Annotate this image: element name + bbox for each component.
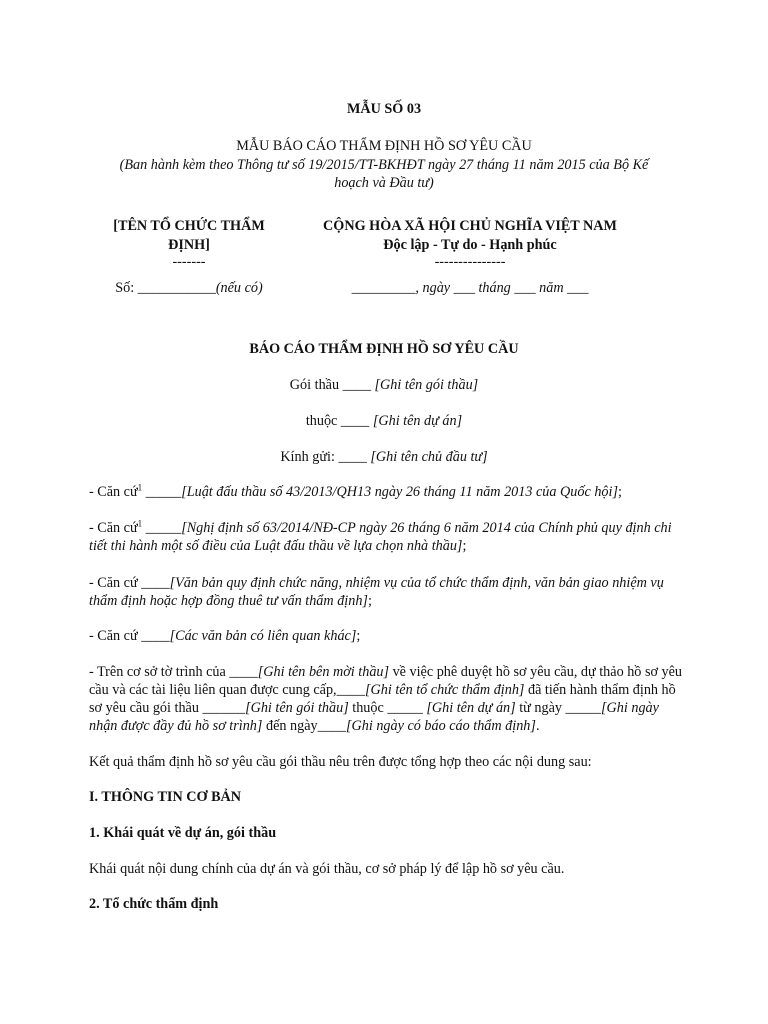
national-slogan: Độc lập - Tự do - Hạnh phúc [383, 237, 557, 253]
issuance-note-line1: (Ban hành kèm theo Thông tư số 19/2015/TT-BKHĐT ngày 27 tháng 11 năm 2015 của Bộ Kế [119, 157, 649, 173]
issuance-note-line2: hoạch và Đầu tư) [334, 175, 434, 191]
basis-item: - Căn cứ ____[Văn bản quy định chức năng, nhiệm vụ của tổ chức thẩm định, văn bản giao nhiệm vụ thẩm định hoặc hợp đồng thuê tư vấn thẩm định]; [89, 575, 664, 609]
date-line: _________, ngày ___ tháng ___ năm ___ [351, 280, 589, 296]
basis-item: - Căn cứ ____[Các văn bản có liên quan khác]; [89, 628, 361, 644]
project-line: thuộc ____ [Ghi tên dự án] [305, 413, 463, 429]
subsection-heading: 1. Khái quát về dự án, gói thầu [89, 825, 277, 841]
summary-text: Kết quả thẩm định hồ sơ yêu cầu gói thầu nêu trên được tổng hợp theo các nội dung sau: [89, 754, 592, 770]
org-name-line1: [TÊN TỔ CHỨC THẨM [113, 218, 265, 234]
recipient-line: Kính gửi: ____ [Ghi tên chủ đầu tư] [280, 449, 488, 465]
basis-item: - Căn cứ$^1$ _____[Luật đấu thầu số 43/2013/QH13 ngày 26 tháng 11 năm 2013 của Quốc hội]; [89, 482, 622, 500]
subsection-heading: 2. Tổ chức thẩm định [89, 896, 219, 912]
form-number: MẪU SỐ 03 [346, 101, 422, 117]
document-number: Số: ___________(nếu có) [115, 280, 263, 296]
org-divider: ------- [172, 254, 206, 270]
basis-item: - Căn cứ$^1$ _____[Nghị định số 63/2014/NĐ-CP ngày 26 tháng 6 năm 2014 của Chính phủ quy định chi tiết thi hành một số điều của Luật đấu thầu về lựa chọn nhà thầu]; [89, 518, 672, 554]
national-motto: CỘNG HÒA XÃ HỘI CHỦ NGHĨA VIỆT NAM [323, 218, 617, 234]
form-title: MẪU BÁO CÁO THẨM ĐỊNH HỒ SƠ YÊU CẦU [236, 138, 532, 154]
subsection-body: Khái quát nội dung chính của dự án và gói thầu, cơ sở pháp lý để lập hồ sơ yêu cầu. [89, 861, 565, 877]
section-heading: I. THÔNG TIN CƠ BẢN [89, 789, 242, 805]
package-line: Gói thầu ____ [Ghi tên gói thầu] [289, 377, 479, 393]
org-name-line2: ĐỊNH] [168, 237, 210, 253]
submission-paragraph: - Trên cơ sở tờ trình của ____[Ghi tên bên mời thầu] về việc phê duyệt hồ sơ yêu cầu, dự thảo hồ sơ yêu cầu và các tài liệu liên quan được cung cấp,____[Ghi tên tổ chức thẩm định] đã tiến hành thẩm định hồ sơ yêu cầu gói thầu ______[Ghi tên gói thầu] thuộc _____ [Ghi tên dự án] từ ngày _____[Ghi ngày nhận được đầy đủ hồ sơ trình] đến ngày____[Ghi ngày có báo cáo thẩm định]. [89, 664, 683, 734]
national-divider: --------------- [434, 254, 506, 270]
report-title: BÁO CÁO THẨM ĐỊNH HỒ SƠ YÊU CẦU [249, 341, 519, 357]
